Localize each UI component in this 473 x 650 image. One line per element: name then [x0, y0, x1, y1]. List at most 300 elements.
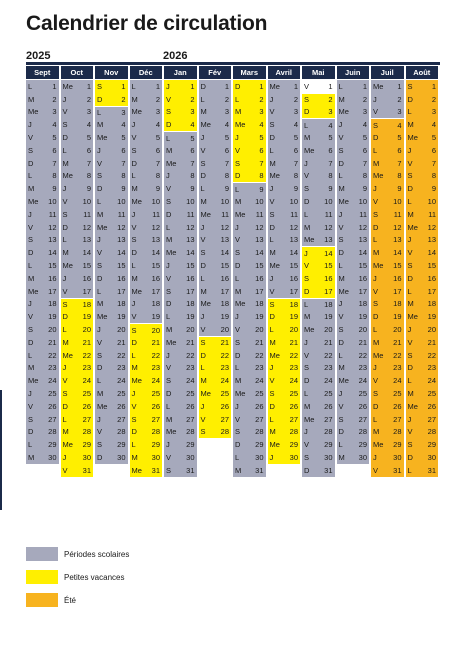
month-header: Sept: [26, 66, 59, 79]
day-abbrev: D: [407, 273, 413, 283]
day-number: 13: [427, 235, 436, 245]
day-cell: [337, 208, 370, 221]
month-header: Oct: [61, 66, 94, 79]
day-number: 29: [117, 440, 126, 450]
day-cell: [199, 272, 232, 285]
day-cell: [406, 426, 439, 439]
day-cell: [26, 170, 59, 183]
day-abbrev: L: [62, 325, 67, 335]
day-abbrev: M: [304, 312, 311, 322]
day-number: 25: [151, 389, 160, 399]
day-abbrev: D: [269, 133, 275, 143]
day-abbrev: V: [407, 158, 413, 168]
day-cell: [371, 336, 404, 349]
day-number: 12: [220, 222, 229, 232]
day-cell: [406, 208, 439, 221]
day-number: 11: [83, 209, 91, 219]
day-cell: [233, 323, 266, 336]
day-abbrev: S: [338, 325, 344, 335]
month-header: Jan: [164, 66, 197, 79]
day-cell: [130, 438, 163, 451]
day-cell: [233, 336, 266, 349]
day-abbrev: M: [131, 184, 138, 194]
day-number: 13: [117, 235, 126, 245]
day-abbrev: M: [269, 248, 276, 258]
day-cell: [337, 144, 370, 157]
day-number: 24: [220, 376, 229, 386]
day-number: 6: [86, 145, 91, 155]
day-abbrev: M: [304, 401, 311, 411]
month-column: [26, 66, 59, 477]
day-abbrev: Me: [97, 312, 108, 322]
day-number: 5: [121, 133, 126, 143]
day-number: 9: [293, 184, 298, 194]
day-abbrev: V: [235, 414, 241, 424]
day-number: 18: [255, 299, 264, 309]
day-number: 30: [48, 453, 57, 462]
day-abbrev: S: [166, 107, 172, 117]
day-cell: [371, 182, 404, 195]
day-abbrev: M: [373, 158, 380, 168]
day-abbrev: L: [200, 184, 205, 194]
day-cell: [302, 323, 335, 336]
day-cell: [302, 285, 335, 298]
day-cell: [61, 157, 94, 170]
day-cell: [371, 349, 404, 362]
day-number: 27: [358, 414, 367, 424]
day-number: 15: [82, 261, 91, 271]
day-number: 12: [151, 222, 160, 232]
day-abbrev: L: [373, 414, 378, 424]
day-abbrev: S: [407, 350, 413, 360]
day-abbrev: J: [62, 94, 67, 104]
day-cell: [95, 323, 128, 336]
day-number: 21: [289, 337, 298, 347]
day-cell: [130, 362, 163, 375]
day-number: 10: [427, 197, 436, 207]
day-cell: [95, 400, 128, 413]
day-abbrev: Me: [131, 465, 142, 475]
day-number: 14: [220, 248, 229, 258]
day-number: 22: [393, 350, 402, 360]
day-abbrev: D: [97, 453, 103, 462]
day-cell: [95, 451, 128, 464]
legend-item: [26, 569, 129, 585]
day-number: 5: [86, 133, 91, 143]
day-abbrev: D: [131, 248, 137, 258]
day-number: 12: [255, 222, 264, 232]
day-cell: [164, 259, 197, 272]
day-number: 13: [48, 235, 57, 245]
legend: [26, 546, 129, 615]
day-cell: [337, 131, 370, 144]
day-abbrev: D: [269, 312, 275, 322]
day-number: 30: [393, 453, 402, 462]
day-number: 28: [427, 427, 436, 437]
day-cell: [337, 272, 370, 285]
day-abbrev: M: [166, 414, 173, 424]
day-cell: [337, 246, 370, 259]
day-number: 17: [324, 286, 333, 296]
day-abbrev: M: [373, 337, 380, 347]
day-abbrev: D: [97, 184, 103, 194]
day-abbrev: V: [28, 222, 34, 232]
day-cell: [268, 118, 301, 131]
day-number: 28: [151, 427, 160, 437]
day-abbrev: S: [97, 81, 103, 91]
day-number: 7: [293, 158, 298, 168]
day-abbrev: D: [407, 184, 413, 194]
day-abbrev: J: [28, 389, 32, 399]
day-number: 18: [186, 299, 195, 309]
day-number: 5: [190, 133, 195, 143]
day-abbrev: Me: [338, 197, 349, 207]
day-number: 25: [324, 389, 333, 399]
day-cell: [95, 387, 128, 400]
day-cell: [61, 438, 94, 451]
day-number: 14: [324, 248, 333, 258]
day-abbrev: J: [304, 427, 308, 437]
day-cell: [164, 451, 197, 464]
day-abbrev: L: [28, 350, 33, 360]
day-abbrev: V: [28, 312, 34, 322]
day-abbrev: D: [338, 337, 344, 347]
day-number: 23: [427, 363, 436, 373]
day-cell: [130, 310, 163, 323]
day-number: 22: [186, 350, 195, 360]
day-number: 23: [289, 363, 298, 373]
day-abbrev: M: [62, 158, 69, 168]
day-abbrev: D: [235, 440, 241, 450]
day-abbrev: V: [407, 427, 413, 437]
day-cell: [302, 170, 335, 183]
day-abbrev: D: [373, 222, 379, 232]
day-cell: [302, 144, 335, 157]
day-cell: [406, 451, 439, 464]
day-cell: [26, 234, 59, 247]
day-cell: [233, 298, 266, 311]
day-abbrev: Me: [166, 248, 177, 258]
day-number: 21: [393, 337, 402, 347]
day-cell: [95, 298, 128, 311]
day-abbrev: D: [407, 363, 413, 373]
day-cell: [130, 413, 163, 426]
day-cell: [406, 413, 439, 426]
day-abbrev: J: [28, 209, 32, 219]
day-number: 22: [255, 350, 264, 360]
day-cell: [95, 349, 128, 362]
day-number: 11: [428, 209, 436, 219]
day-cell: [337, 426, 370, 439]
day-abbrev: V: [62, 376, 68, 386]
day-abbrev: L: [304, 299, 309, 309]
day-cell: [61, 221, 94, 234]
day-number: 30: [151, 453, 160, 462]
day-cell: [26, 285, 59, 298]
day-cell: [61, 387, 94, 400]
day-cell: [371, 400, 404, 413]
day-abbrev: D: [200, 171, 206, 181]
day-abbrev: S: [97, 350, 103, 360]
day-abbrev: S: [269, 120, 275, 130]
day-cell: [337, 349, 370, 362]
day-cell: [337, 285, 370, 298]
day-cell: [233, 208, 266, 221]
day-number: 12: [393, 222, 402, 232]
day-cell: [233, 438, 266, 451]
day-number: 10: [358, 197, 367, 207]
day-cell: [371, 208, 404, 221]
day-abbrev: M: [235, 286, 242, 296]
day-number: 9: [397, 184, 402, 194]
day-cell: [26, 413, 59, 426]
day-cell: [337, 259, 370, 272]
day-number: 31: [151, 465, 160, 475]
day-abbrev: L: [97, 107, 102, 117]
day-number: 15: [117, 261, 126, 271]
month-header: Août: [406, 66, 439, 79]
day-number: 29: [82, 440, 91, 450]
day-cell: [302, 208, 335, 221]
day-number: 27: [151, 414, 160, 424]
day-cell: [371, 464, 404, 477]
month-column: [371, 66, 404, 477]
day-abbrev: J: [28, 299, 32, 309]
legend-item: [26, 546, 129, 562]
day-abbrev: V: [28, 133, 34, 143]
day-cell: [302, 310, 335, 323]
day-cell: [233, 310, 266, 323]
day-cell: [337, 170, 370, 183]
day-abbrev: Me: [373, 81, 384, 91]
day-number: 30: [82, 453, 91, 462]
day-number: 23: [358, 363, 367, 373]
day-number: 23: [324, 363, 333, 373]
day-cell: [371, 157, 404, 170]
day-number: 14: [82, 248, 91, 258]
day-number: 27: [117, 414, 126, 424]
day-number: 12: [324, 222, 333, 232]
day-cell: [199, 208, 232, 221]
day-abbrev: S: [269, 209, 275, 219]
day-abbrev: M: [407, 389, 414, 399]
day-abbrev: S: [166, 376, 172, 386]
day-number: 26: [358, 401, 367, 411]
day-cell: [95, 336, 128, 349]
day-number: 24: [48, 376, 57, 386]
day-number: 19: [427, 312, 436, 322]
day-abbrev: S: [338, 414, 344, 424]
day-cell: [337, 106, 370, 119]
day-cell: [199, 426, 232, 439]
day-cell: [95, 157, 128, 170]
day-abbrev: L: [373, 145, 378, 155]
day-number: 25: [358, 389, 367, 399]
day-abbrev: S: [200, 427, 206, 437]
day-cell: [302, 438, 335, 451]
day-abbrev: L: [166, 401, 171, 411]
day-abbrev: D: [338, 248, 344, 258]
day-abbrev: D: [269, 401, 275, 411]
day-abbrev: J: [200, 401, 205, 411]
day-cell: [26, 157, 59, 170]
day-number: 5: [155, 133, 160, 143]
day-abbrev: V: [269, 197, 275, 207]
day-cell: [302, 451, 335, 464]
day-number: 14: [117, 248, 126, 258]
day-abbrev: V: [200, 145, 206, 155]
day-abbrev: V: [97, 337, 103, 347]
day-number: 3: [397, 107, 402, 117]
day-number: 8: [259, 171, 264, 181]
day-abbrev: V: [373, 197, 379, 207]
day-cell: [130, 336, 163, 349]
day-abbrev: L: [131, 350, 136, 360]
day-cell: [406, 80, 439, 93]
day-abbrev: S: [373, 209, 379, 219]
day-cell: [268, 259, 301, 272]
day-abbrev: S: [28, 325, 34, 335]
day-abbrev: S: [131, 325, 137, 335]
day-abbrev: L: [304, 209, 309, 219]
day-cell: [406, 259, 439, 272]
day-abbrev: D: [304, 465, 310, 475]
day-cell: [268, 349, 301, 362]
day-number: 2: [328, 95, 333, 105]
day-abbrev: D: [166, 299, 172, 309]
day-abbrev: J: [373, 363, 377, 373]
day-number: 16: [220, 273, 229, 283]
day-abbrev: J: [373, 94, 377, 104]
day-abbrev: V: [200, 325, 206, 335]
day-number: 21: [255, 337, 264, 347]
day-cell: [95, 259, 128, 272]
day-number: 20: [289, 325, 298, 335]
day-cell: [337, 362, 370, 375]
day-cell: [199, 170, 232, 183]
day-abbrev: L: [407, 197, 412, 207]
day-cell: [26, 438, 59, 451]
day-cell: [26, 400, 59, 413]
day-abbrev: J: [97, 145, 101, 155]
day-abbrev: Me: [269, 171, 280, 181]
day-abbrev: Me: [200, 389, 211, 399]
day-cell: [302, 93, 335, 106]
day-abbrev: D: [97, 363, 103, 373]
day-cell: [130, 272, 163, 285]
day-number: 27: [393, 414, 402, 424]
day-abbrev: M: [131, 273, 138, 283]
day-number: 23: [151, 363, 160, 373]
day-number: 12: [82, 222, 91, 232]
day-cell: [130, 426, 163, 439]
day-number: 20: [82, 325, 91, 335]
day-abbrev: M: [131, 94, 138, 104]
day-abbrev: M: [62, 337, 69, 347]
day-cell: [130, 170, 163, 183]
day-abbrev: V: [304, 261, 310, 271]
day-number: 2: [155, 94, 160, 104]
day-cell: [164, 118, 197, 131]
day-cell: [268, 310, 301, 323]
day-number: 12: [48, 222, 57, 232]
day-abbrev: M: [97, 120, 104, 130]
day-cell: [26, 310, 59, 323]
day-number: 8: [52, 171, 57, 181]
day-abbrev: M: [62, 427, 69, 437]
day-number: 2: [121, 94, 126, 104]
day-abbrev: D: [62, 133, 68, 143]
day-abbrev: D: [269, 222, 275, 232]
day-cell: [302, 131, 335, 144]
day-abbrev: V: [97, 158, 103, 168]
day-number: 18: [48, 299, 57, 309]
day-abbrev: L: [304, 120, 309, 130]
day-number: 21: [117, 337, 126, 347]
day-cell: [164, 221, 197, 234]
day-cell: [302, 400, 335, 413]
day-cell: [337, 221, 370, 234]
day-cell: [130, 182, 163, 195]
day-number: 15: [289, 261, 298, 271]
day-number: 7: [190, 158, 195, 168]
day-abbrev: S: [235, 337, 241, 347]
day-abbrev: M: [338, 94, 345, 104]
day-number: 1: [224, 81, 229, 91]
day-number: 19: [220, 312, 229, 322]
day-number: 15: [255, 261, 264, 271]
day-abbrev: M: [235, 465, 242, 475]
day-cell: [337, 195, 370, 208]
day-number: 8: [362, 171, 367, 181]
day-number: 6: [259, 145, 264, 155]
day-number: 4: [431, 120, 436, 130]
day-number: 5: [259, 133, 264, 143]
day-abbrev: L: [407, 286, 412, 296]
day-cell: [61, 413, 94, 426]
day-cell: [337, 374, 370, 387]
day-cell: [233, 285, 266, 298]
day-cell: [302, 272, 335, 285]
day-cell: [26, 259, 59, 272]
day-number: 27: [48, 414, 57, 424]
day-cell: [164, 144, 197, 157]
day-cell: [130, 234, 163, 247]
day-abbrev: S: [28, 414, 34, 424]
month-column: [406, 66, 439, 477]
day-cell: [26, 80, 59, 93]
day-number: 24: [358, 376, 367, 386]
day-abbrev: V: [97, 427, 103, 437]
day-number: 27: [82, 414, 91, 424]
day-number: 16: [255, 273, 264, 283]
day-abbrev: Me: [338, 376, 349, 386]
day-abbrev: L: [269, 414, 274, 424]
day-abbrev: Me: [200, 299, 211, 309]
day-number: 21: [358, 337, 367, 347]
day-abbrev: J: [338, 389, 343, 399]
day-number: 1: [259, 81, 264, 91]
day-number: 19: [289, 312, 298, 322]
day-cell: [164, 310, 197, 323]
day-abbrev: L: [407, 465, 412, 475]
day-abbrev: S: [373, 120, 379, 130]
day-cell: [371, 144, 404, 157]
day-cell: [61, 118, 94, 131]
day-abbrev: V: [373, 286, 379, 296]
month-header: Déc: [130, 66, 163, 79]
day-abbrev: S: [304, 273, 310, 283]
